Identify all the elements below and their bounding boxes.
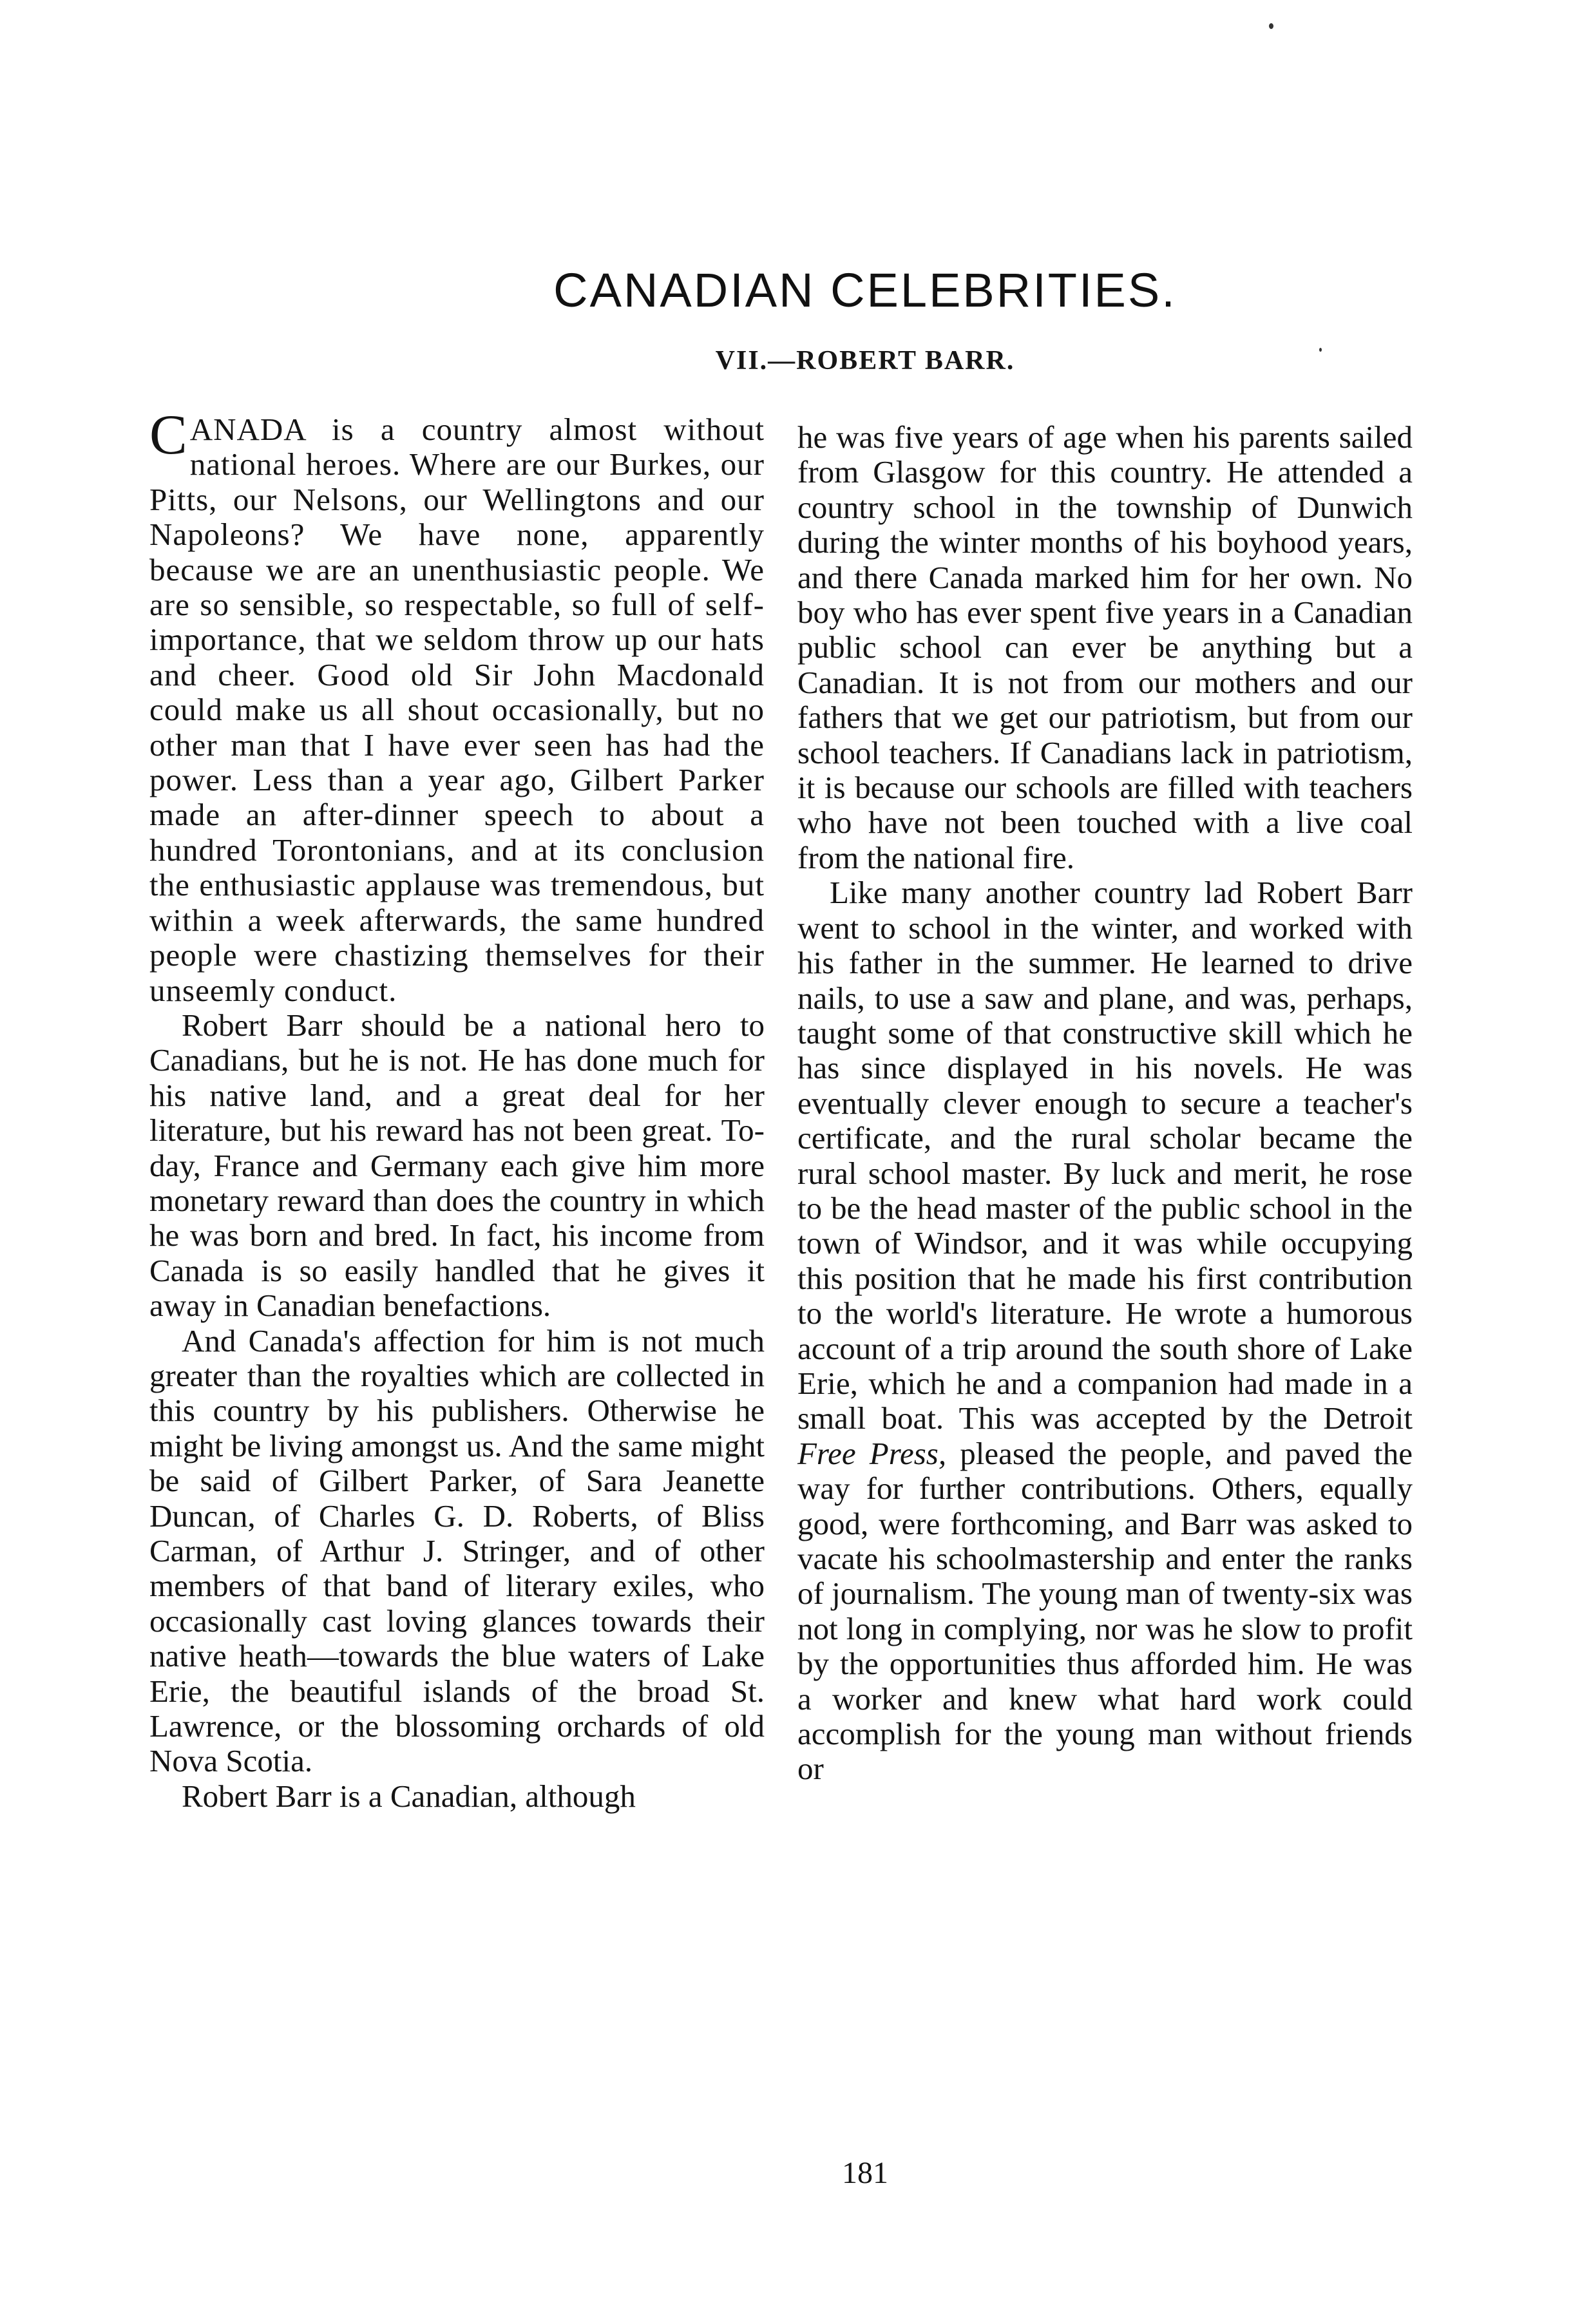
drop-cap: C <box>149 404 187 466</box>
paragraph-5 <box>797 875 1413 1787</box>
text-column-right <box>797 420 1413 1787</box>
paragraph-4-start: Robert Barr is a Canadian, although <box>182 1778 636 1814</box>
paragraph-1 <box>149 404 765 1008</box>
article-title: CANADIAN CELEBRITIES. <box>553 263 1177 317</box>
paragraph-2: Robert Barr should be a national hero to Canadians, but he is not. He has done much for his native land, and a great deal for her literature, but his reward has not been great. To-day, France and Germany each give him more monetary reward than does the country in which he was born and bred. In fact, his income from Canada is so easily handled that he gives it away in Canadian benefactions. <box>149 1007 765 1324</box>
paragraph-5-text-a: Like many another country lad Robert Barr went to school in the winter, and worked with his father in the summer. He learned to drive nails, to use a saw and plane, and was, perhaps, taught some of that constructive skill which he has since displayed in his novels. He was eventually clever enough to secure a teacher's certificate, and the rural scholar became the rural school master. By luck and merit, he rose to be the head master of the public school in the town of Windsor, and it was while occupying this position that he made his first contribution to the world's literature. He wrote a humorous account of a trip around the south shore of Lake Erie, which he and a companion had made in a small boat. This was accepted by the Detroit <box>797 875 1413 1436</box>
paragraph-1-text: ANADA is a country almost without national heroes. Where are our Burkes, our Pitts, our Nelsons, our Wellingtons and our Napoleons? We have none, apparently because we are an unenthusiastic people. We are so sensible, so respectable, so full of self-importance, that we seldom throw up our hats and cheer. Good old Sir John Macdonald could make us all shout occasionally, but no other man that I have ever seen has had the power. Less than a year ago, Gilbert Parker made an after-dinner speech to about a hundred Torontonians, and at its conclusion the enthusiastic applause was tremendous, but within a week afterwards, the same hundred people were chastizing themselves for their unseemly conduct. <box>149 412 765 1008</box>
text-column-left <box>149 404 765 1814</box>
paragraph-5-text-b: pleased the people, and paved the way for further contributions. Others, equally good, were forthcoming, and Barr was asked to vacate his schoolmastership and enter the ranks of journalism. The young man of twenty-six was not long in complying, nor was he slow to profit by the opportunities thus afforded him. He was a worker and knew what hard work could accomplish for the young man without friends or <box>797 1435 1413 1787</box>
newspaper-title: Free Press, <box>797 1435 947 1471</box>
paragraph-3: And Canada's affection for him is not much greater than the royalties which are collected in this country by his publishers. Otherwise he might be living amongst us. And the same might be said of Gilbert Parker, of Sara Jeanette Duncan, of Charles G. D. Roberts, of Bliss Carman, of Arthur J. Stringer, and of other members of that band of literary exiles, who occasionally cast loving glances towards their native heath—towards the blue waters of Lake Erie, the beautiful islands of the broad St. Lawrence, or the blossoming orchards of old Nova Scotia. <box>149 1322 765 1779</box>
scan-speck <box>1269 23 1273 29</box>
paragraph-4-continued: he was five years of age when his parents sailed from Glasgow for this country. He attended a country school in the township of Dunwich during the winter months of his boyhood years, and there Canada marked him for her own. No boy who has ever spent five years in a Canadian public school can ever be anything but a Canadian. It is not from our mothers and our fathers that we get our patriotism, but from our school teachers. If Canadians lack in patriotism, it is because our schools are filled with teachers who have not been touched with a live coal from the national fire. <box>797 419 1413 875</box>
article-subtitle: VII.—ROBERT BARR. <box>715 346 1015 376</box>
page-number: 181 <box>842 2156 888 2190</box>
